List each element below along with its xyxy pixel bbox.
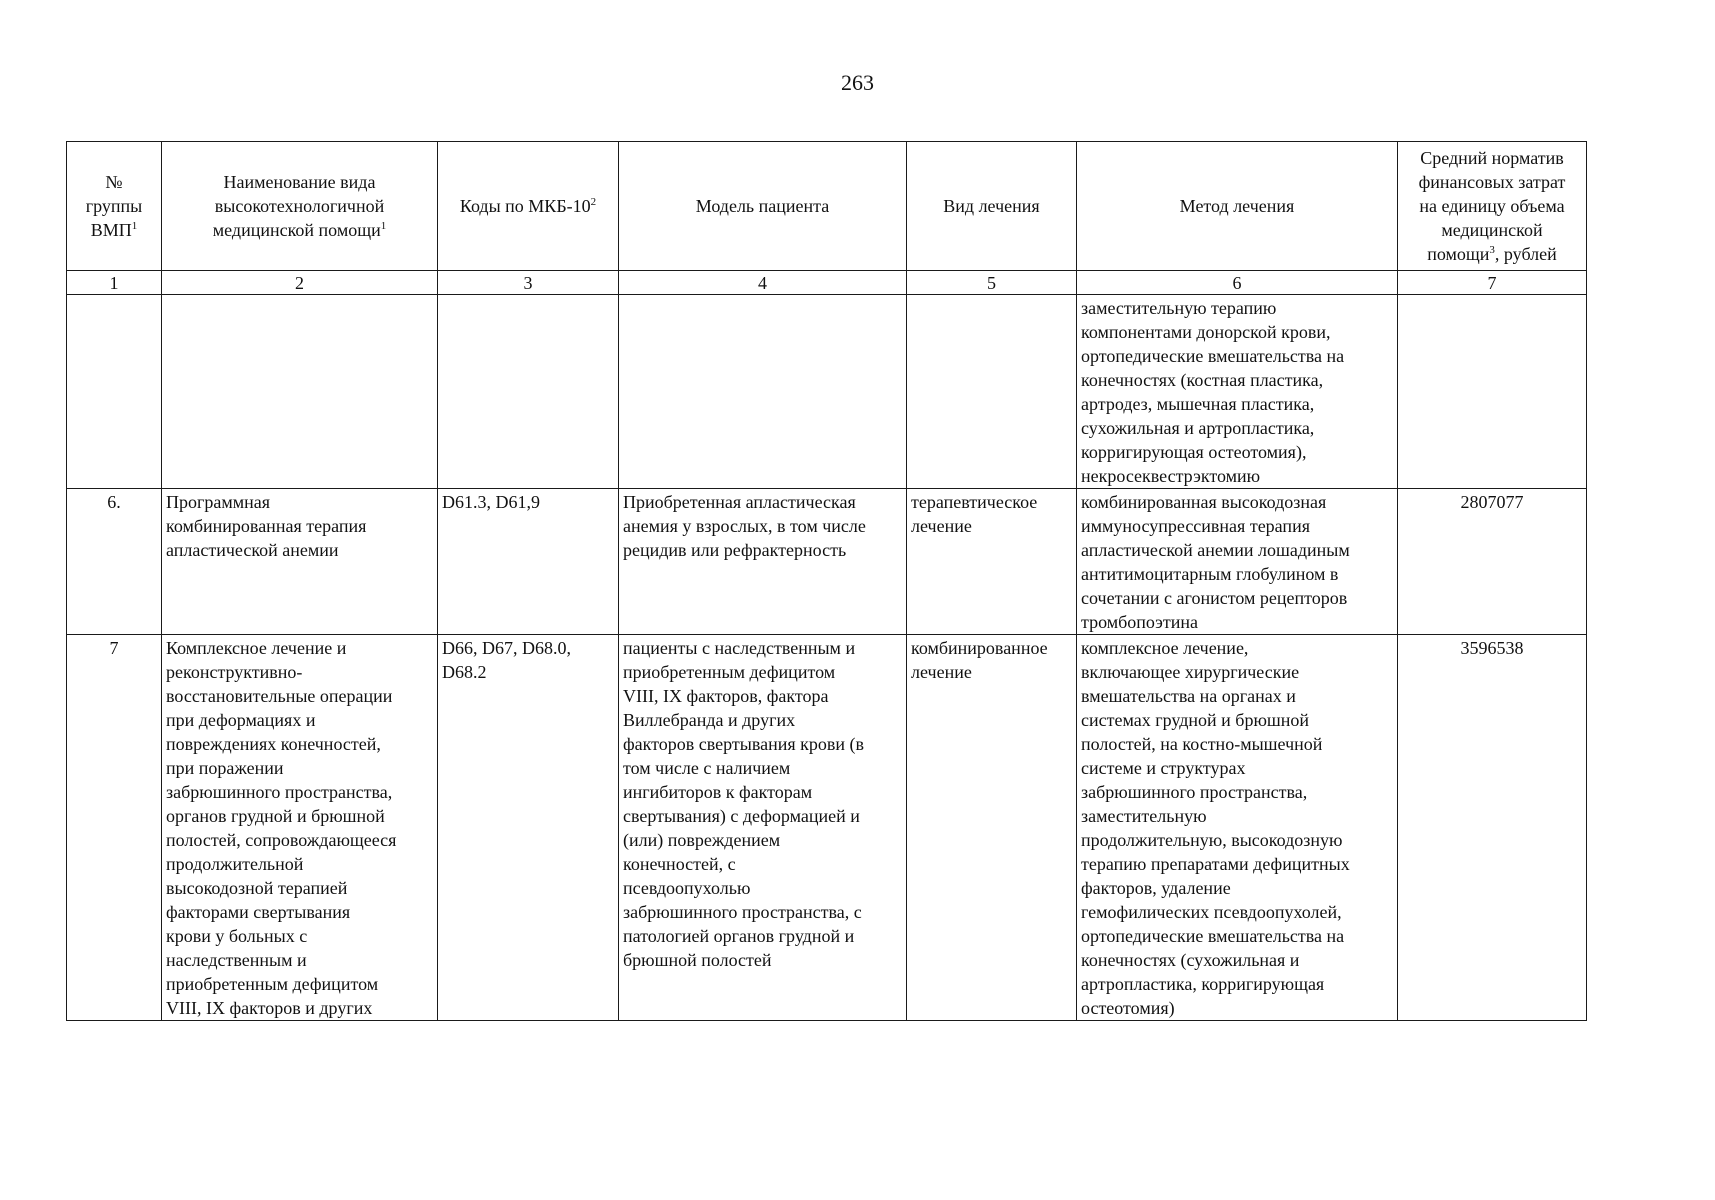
column-number: 7 — [1398, 271, 1587, 295]
cell-empty — [907, 295, 1077, 489]
page-number: 263 — [841, 70, 874, 95]
cell-cost: 3596538 — [1398, 635, 1587, 1021]
cell-care-name: Комплексное лечение и реконструктивно- восстановительные операции при деформациях и повреждениях конечностей, при поражении забрюшинного пространства, органов грудной и брюшной полостей, сопровождающееся продолжительной высокодозной терапией факторами свертывания крови у больных с наследственным и приобретенным дефицитом VIII, IX факторов и других — [162, 635, 438, 1021]
cell-empty — [438, 295, 619, 489]
cell-empty — [162, 295, 438, 489]
cell-care-name: Программная комбинированная терапия апластической анемии — [162, 489, 438, 635]
cell-group-number: 7 — [67, 635, 162, 1021]
header-patient-model: Модель пациента — [619, 142, 907, 271]
cell-treatment-type: терапевтическое лечение — [907, 489, 1077, 635]
table-row-continuation — [67, 295, 1587, 489]
cell-group-number: 6. — [67, 489, 162, 635]
cell-empty — [1398, 295, 1587, 489]
cell-icd-codes: D66, D67, D68.0, D68.2 — [438, 635, 619, 1021]
header-group-number: № группы ВМП$^1$ — [67, 142, 162, 271]
cell-treatment-method: заместительную терапию компонентами донорской крови, ортопедические вмешательства на конечностях (костная пластика, артродез, мышечная пластика, сухожильная и артропластика, корригирующая остеотомия), некросеквестрэктомию — [1077, 295, 1398, 489]
table-row — [67, 635, 1587, 1021]
column-number: 4 — [619, 271, 907, 295]
cell-empty — [67, 295, 162, 489]
vmp-table — [66, 141, 1587, 1021]
column-number: 2 — [162, 271, 438, 295]
column-number: 5 — [907, 271, 1077, 295]
table-row — [67, 489, 1587, 635]
header-icd-codes: Коды по МКБ-$10^2$ — [438, 142, 619, 271]
column-number: 3 — [438, 271, 619, 295]
cell-patient-model: Приобретенная апластическая анемия у взрослых, в том числе рецидив или рефрактерность — [619, 489, 907, 635]
column-number-row — [67, 271, 1587, 295]
cell-treatment-method: комплексное лечение, включающее хирургические вмешательства на органах и системах грудной и брюшной полостей, на костно-мышечной системе и структурах забрюшинного пространства, заместительную продолжительную, высокодозную терапию препаратами дефицитных факторов, удаление гемофилических псевдоопухолей, ортопедические вмешательства на конечностях (сухожильная и артропластика, корригирующая остеотомия) — [1077, 635, 1398, 1021]
cell-empty — [619, 295, 907, 489]
header-treatment-method: Метод лечения — [1077, 142, 1398, 271]
column-number: 1 — [67, 271, 162, 295]
header-treatment-type: Вид лечения — [907, 142, 1077, 271]
cell-treatment-type: комбинированное лечение — [907, 635, 1077, 1021]
header-cost-standard: Средний норматив финансовых затрат на единицу объема медицинской помощи$^3$, рублей — [1398, 142, 1587, 271]
cell-treatment-method: комбинированная высокодозная иммуносупрессивная терапия апластической анемии лошадиным антитимоцитарным глобулином в сочетании с агонистом рецепторов тромбопоэтина — [1077, 489, 1398, 635]
cell-icd-codes: D61.3, D61,9 — [438, 489, 619, 635]
cell-cost: 2807077 — [1398, 489, 1587, 635]
header-row — [67, 142, 1587, 271]
column-number: 6 — [1077, 271, 1398, 295]
header-care-name: Наименование вида высокотехнологичной медицинской помощи$^1$ — [162, 142, 438, 271]
cell-patient-model: пациенты с наследственным и приобретенным дефицитом VIII, IX факторов, фактора Виллебранда и других факторов свертывания крови (в том числе с наличием ингибиторов к факторам свертывания) с деформацией и (или) повреждением конечностей, с псевдоопухолью забрюшинного пространства, с патологией органов грудной и брюшной полостей — [619, 635, 907, 1021]
